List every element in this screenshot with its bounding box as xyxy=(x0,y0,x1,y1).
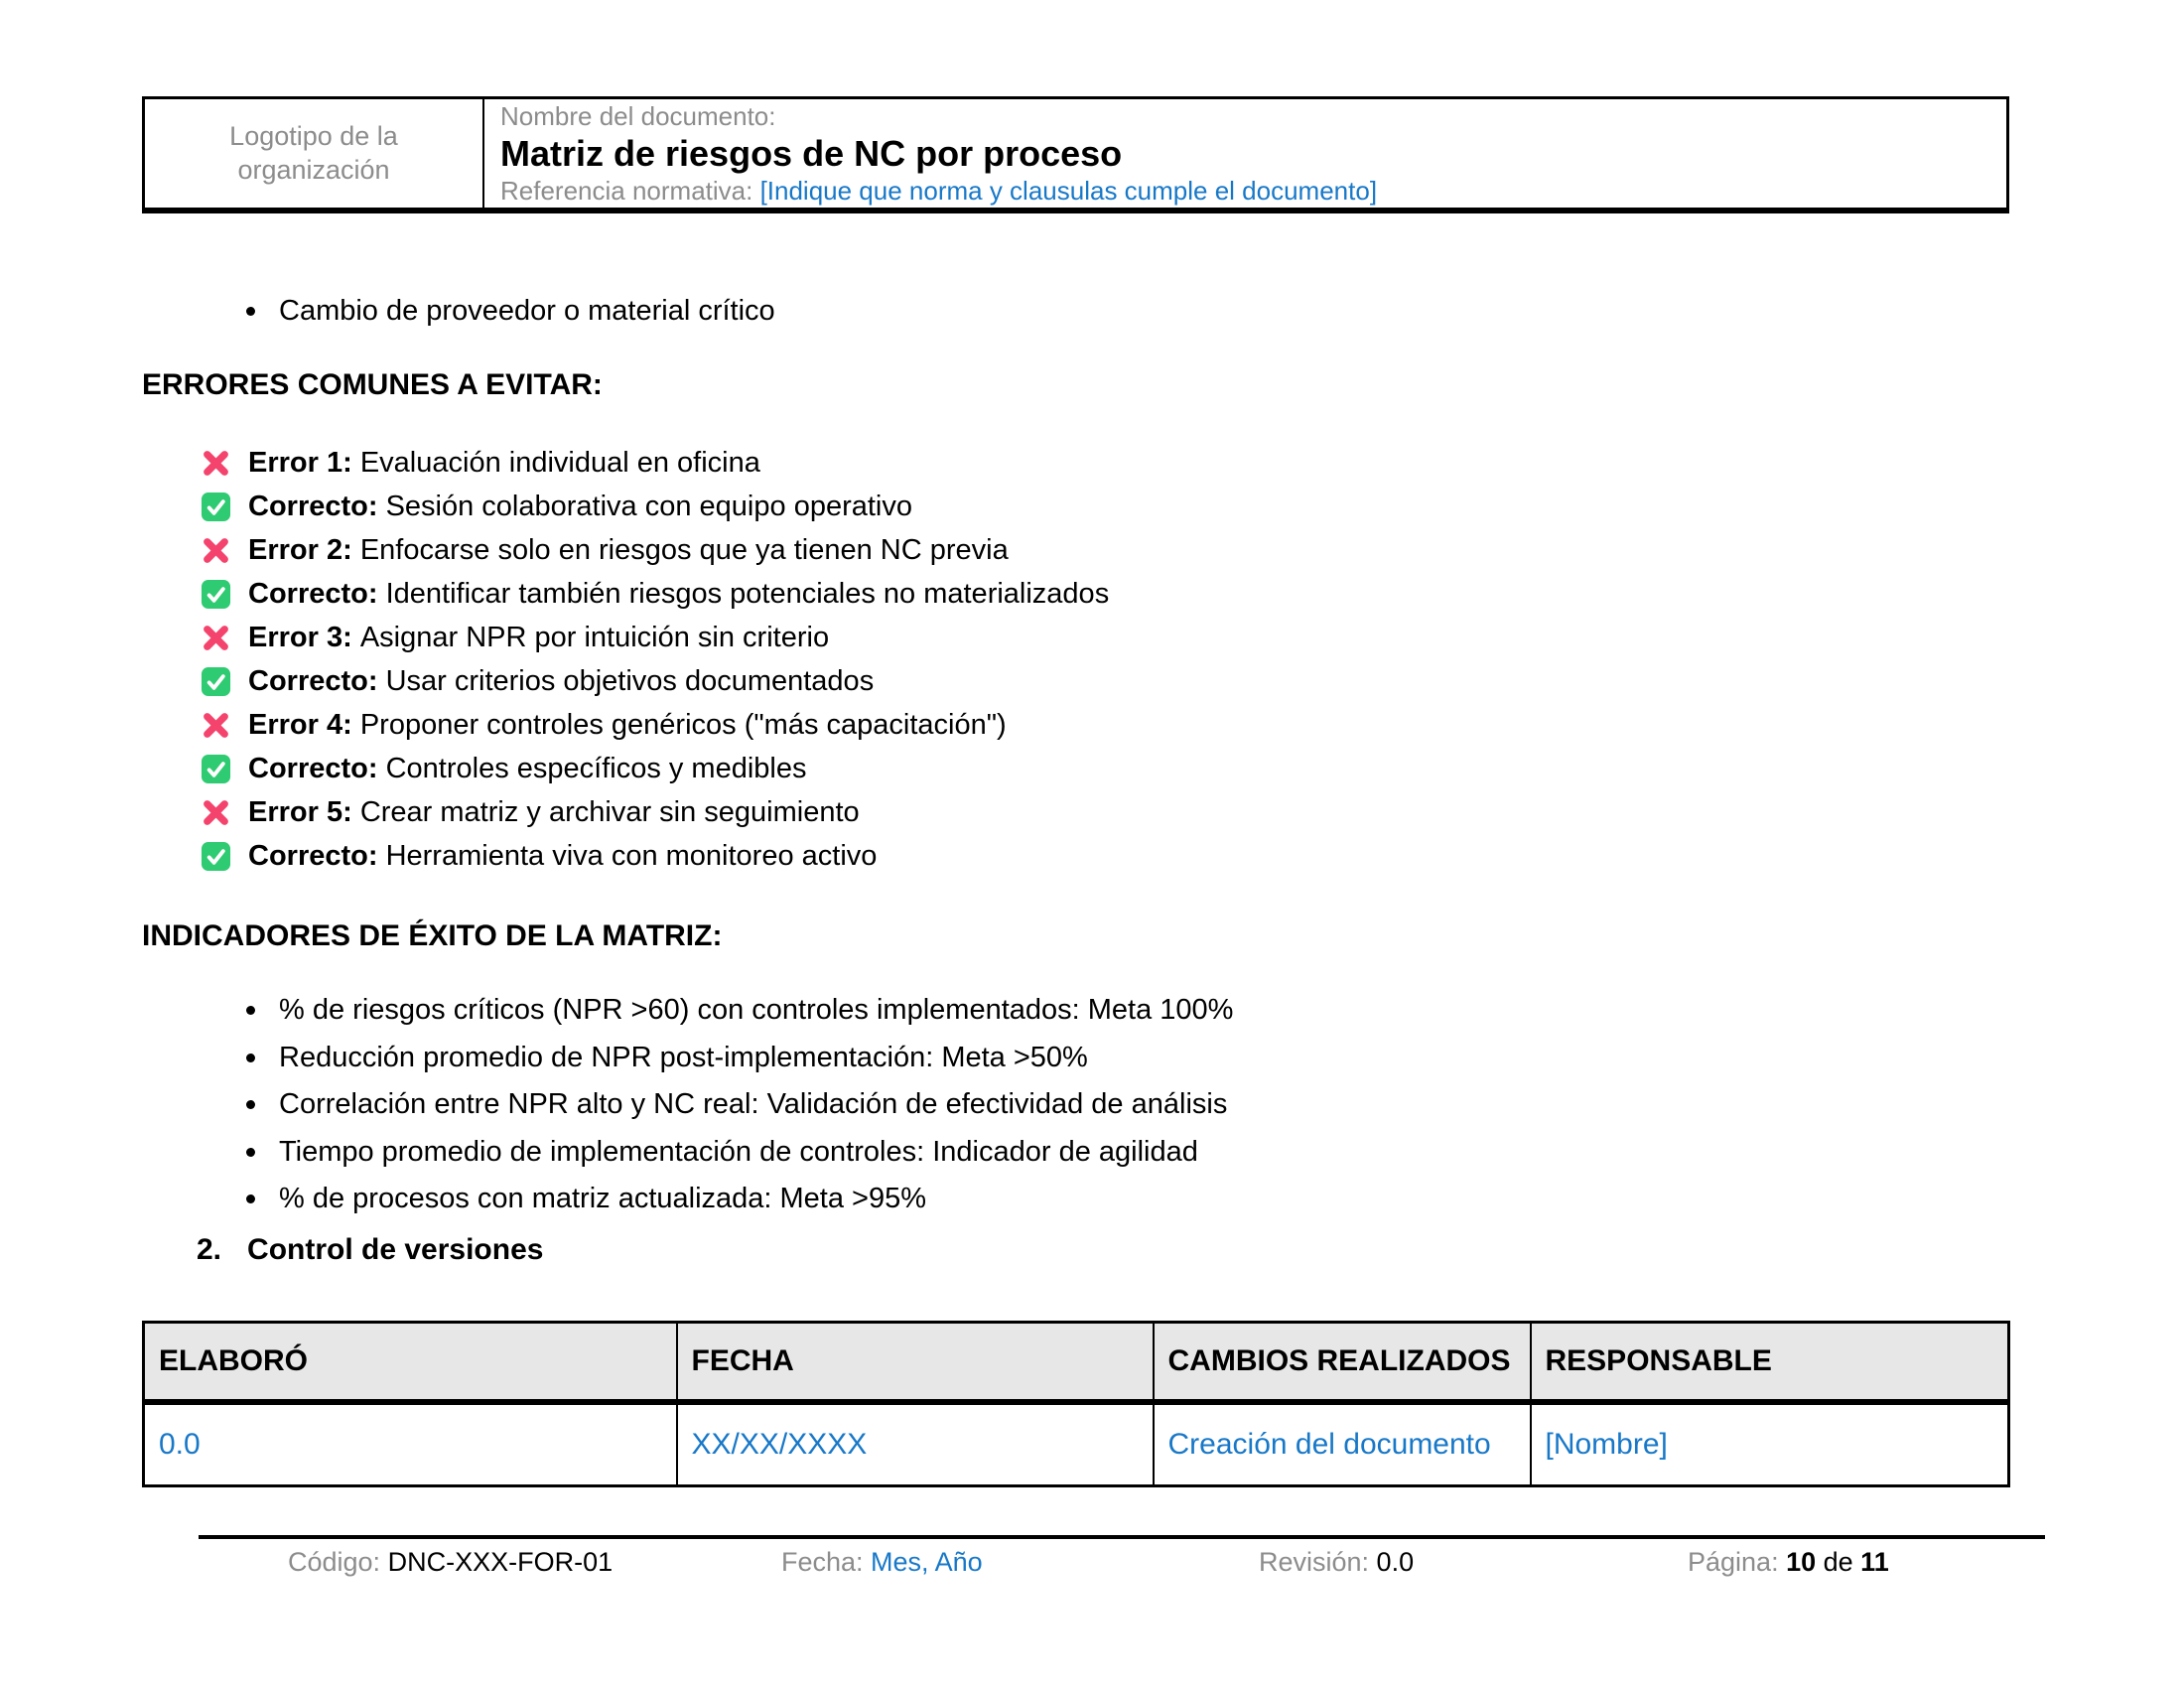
error-label: Correcto: xyxy=(248,490,386,522)
versions-table-cell: XX/XX/XXXX xyxy=(677,1402,1154,1486)
error-text: Controles específicos y medibles xyxy=(385,752,807,784)
versions-table-cell: Creación del documento xyxy=(1154,1402,1531,1486)
footer-date xyxy=(781,1547,983,1578)
cross-icon xyxy=(200,622,232,654)
versions-table-cell: 0.0 xyxy=(144,1402,677,1486)
bullet-icon xyxy=(246,307,255,316)
versions-table-row xyxy=(144,1402,2009,1486)
logo-text: Logotipo de la organización xyxy=(229,120,398,185)
correct-item xyxy=(200,578,1109,611)
bullet-icon xyxy=(246,1195,255,1203)
versions-table xyxy=(142,1321,2007,1487)
cross-icon xyxy=(200,709,232,742)
bullet-item xyxy=(246,1039,1233,1077)
check-icon xyxy=(200,578,232,611)
error-text: Proponer controles genéricos ("más capacitación") xyxy=(359,708,1007,741)
errors-list xyxy=(200,447,1109,873)
normative-reference xyxy=(500,177,1990,207)
correct-item xyxy=(200,491,1109,523)
error-label: Error 2: xyxy=(248,533,360,566)
cross-icon xyxy=(200,534,232,567)
footer-revision xyxy=(1259,1547,1414,1578)
error-label: Correcto: xyxy=(248,577,386,610)
error-text: Crear matriz y archivar sin seguimiento xyxy=(359,795,860,828)
bullet-text: % de riesgos críticos (NPR >60) con controles implementados: Meta 100% xyxy=(279,994,1234,1026)
error-label: Error 4: xyxy=(248,708,360,741)
bullet-text: Correlación entre NPR alto y NC real: Validación de efectividad de análisis xyxy=(279,1088,1228,1121)
correct-item xyxy=(200,840,1109,873)
bullet-icon xyxy=(246,1100,255,1109)
footer-page-current: 10 xyxy=(1786,1547,1817,1577)
error-text: Usar criterios objetivos documentados xyxy=(385,664,875,697)
error-item xyxy=(200,622,1109,654)
footer-page-total: 11 xyxy=(1860,1547,1889,1577)
footer-page-label: Página: xyxy=(1688,1547,1787,1577)
document-title: Matriz de riesgos de NC por proceso xyxy=(500,133,1123,175)
error-text: Herramienta viva con monitoreo activo xyxy=(385,839,878,872)
reference-placeholder: [Indique que norma y clausulas cumple el documento] xyxy=(759,175,1378,206)
versions-table-header-cell: RESPONSABLE xyxy=(1531,1323,2009,1402)
versions-heading xyxy=(197,1233,543,1267)
error-item xyxy=(200,709,1109,742)
document-name-label: Nombre del documento: xyxy=(500,100,776,131)
error-label: Correcto: xyxy=(248,664,386,697)
cross-icon xyxy=(200,796,232,829)
error-text: Evaluación individual en oficina xyxy=(359,446,760,479)
logo-placeholder xyxy=(145,99,484,208)
error-text: Identificar también riesgos potenciales no materializados xyxy=(385,577,1110,610)
footer-date-label: Fecha: xyxy=(781,1547,872,1577)
check-icon xyxy=(200,665,232,698)
bullet-text: Cambio de proveedor o material crítico xyxy=(279,295,775,327)
correct-item xyxy=(200,665,1109,698)
bullet-icon xyxy=(246,1054,255,1062)
bullet-item xyxy=(246,1133,1233,1172)
bullet-icon xyxy=(246,1006,255,1015)
footer-code-value: DNC-XXX-FOR-01 xyxy=(387,1547,614,1577)
bullet-text: Tiempo promedio de implementación de controles: Indicador de agilidad xyxy=(279,1135,1198,1168)
bullet-item xyxy=(246,1180,1233,1218)
footer-code xyxy=(288,1547,613,1578)
footer-revision-label: Revisión: xyxy=(1259,1547,1377,1577)
error-item xyxy=(200,447,1109,480)
bullet-item xyxy=(246,991,1233,1030)
versions-table-body xyxy=(144,1402,2009,1486)
error-text: Enfocarse solo en riesgos que ya tienen NC previa xyxy=(359,533,1009,566)
bullet-text: % de procesos con matriz actualizada: Meta >95% xyxy=(279,1183,927,1215)
error-text: Sesión colaborativa con equipo operativo xyxy=(385,490,912,522)
indicators-list xyxy=(246,991,1233,1218)
correct-item xyxy=(200,753,1109,785)
bullet-icon xyxy=(246,1148,255,1157)
footer-page-separator: de xyxy=(1816,1547,1861,1577)
check-icon xyxy=(200,753,232,785)
versions-table-head-row xyxy=(144,1323,2009,1402)
footer-page xyxy=(1688,1547,1889,1578)
footer-rule xyxy=(199,1535,2045,1539)
versions-table-header-cell: FECHA xyxy=(677,1323,1154,1402)
footer-code-label: Código: xyxy=(288,1547,388,1577)
bullet-item xyxy=(246,292,775,331)
error-label: Error 3: xyxy=(248,621,360,653)
intro-bullet-list xyxy=(246,292,775,331)
versions-heading-title: Control de versiones xyxy=(247,1233,544,1266)
versions-table-header-cell: CAMBIOS REALIZADOS xyxy=(1154,1323,1531,1402)
bullet-item xyxy=(246,1085,1233,1124)
versions-table-header-cell: ELABORÓ xyxy=(144,1323,677,1402)
check-icon xyxy=(200,840,232,873)
document-header-box xyxy=(142,96,2009,213)
error-label: Correcto: xyxy=(248,839,386,872)
error-text: Asignar NPR por intuición sin criterio xyxy=(359,621,830,653)
check-icon xyxy=(200,491,232,523)
footer-date-value: Mes, Año xyxy=(871,1547,983,1577)
indicators-section-title: INDICADORES DE ÉXITO DE LA MATRIZ: xyxy=(142,919,723,952)
footer-revision-value: 0.0 xyxy=(1376,1547,1415,1577)
versions-table-cell: [Nombre] xyxy=(1531,1402,2009,1486)
error-label: Error 1: xyxy=(248,446,360,479)
error-item xyxy=(200,796,1109,829)
versions-heading-number: 2. xyxy=(197,1233,222,1266)
reference-label: Referencia normativa: xyxy=(500,175,760,206)
bullet-text: Reducción promedio de NPR post-implementación: Meta >50% xyxy=(279,1041,1088,1073)
error-label: Error 5: xyxy=(248,795,360,828)
error-label: Correcto: xyxy=(248,752,386,784)
error-item xyxy=(200,534,1109,567)
document-title-cell xyxy=(484,99,2006,208)
cross-icon xyxy=(200,447,232,480)
errors-section-title: ERRORES COMUNES A EVITAR: xyxy=(142,368,603,401)
